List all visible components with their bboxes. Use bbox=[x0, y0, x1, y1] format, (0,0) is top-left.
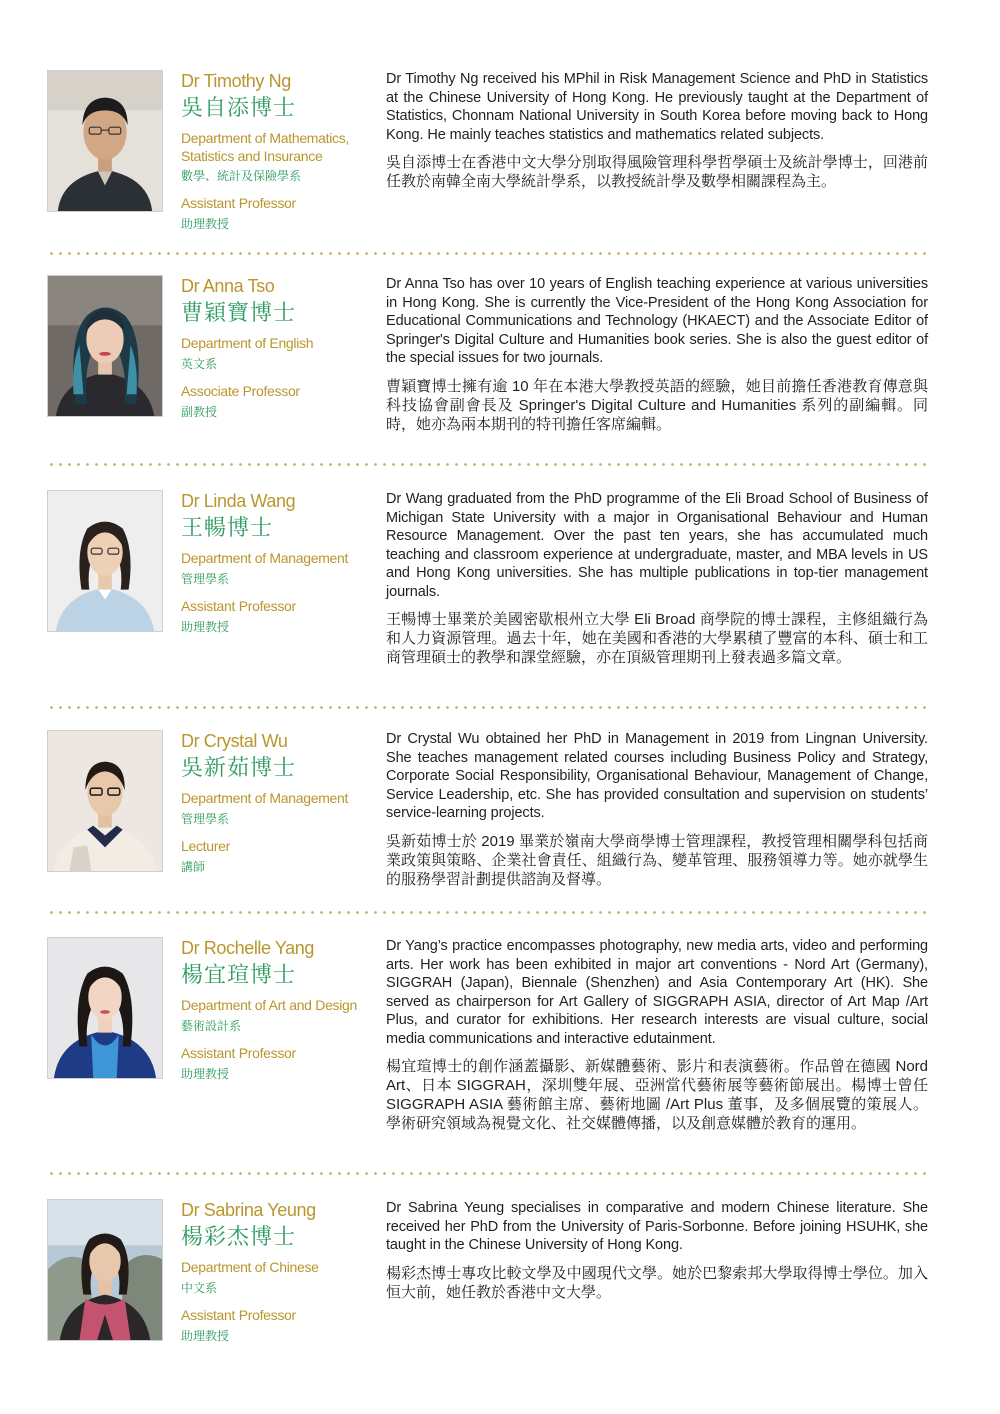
department-english: Department of Mathematics, Statistics and Insurance bbox=[181, 130, 350, 164]
name-english: Dr Timothy Ng bbox=[181, 71, 291, 91]
biography-chinese: 曹穎寶博士擁有逾 10 年在本港大學教授英語的經驗，她目前擔任香港教育傳意與科技協會副會長及 Springer's Digital Culture and Humanities 系列的副編輯。同時，她亦為兩本期刊的特刊擔任客席編輯。 bbox=[386, 377, 928, 433]
department-chinese: 藝術設計系 bbox=[181, 1018, 242, 1033]
department-english: Department of Chinese bbox=[181, 1259, 319, 1275]
biography bbox=[386, 1199, 928, 1302]
portrait-photo bbox=[47, 1199, 163, 1341]
title-chinese: 講師 bbox=[181, 859, 206, 874]
dotted-divider bbox=[47, 252, 930, 255]
department-english: Department of Management bbox=[181, 790, 349, 806]
name-english: Dr Linda Wang bbox=[181, 491, 296, 511]
department-chinese: 管理學系 bbox=[181, 571, 230, 586]
name-english: Dr Anna Tso bbox=[181, 276, 275, 296]
biography-english: Dr Anna Tso has over 10 years of English teaching experience at various universities in Hong Kong. She is currently the Vice-President of the Hong Kong Association for Educational Communications and Technology (HKAECT) and the Associate Editor of Springer's Digital Culture and Humanities book series. She is also the guest editor of the special issues for two journals. bbox=[386, 276, 928, 366]
title-english: Associate Professor bbox=[181, 382, 300, 399]
dotted-divider bbox=[47, 706, 930, 709]
dotted-divider bbox=[47, 911, 930, 914]
title-english: Lecturer bbox=[181, 837, 230, 854]
title-chinese: 副教授 bbox=[181, 404, 218, 419]
title-chinese: 助理教授 bbox=[181, 619, 230, 634]
title-english: Assistant Professor bbox=[181, 1306, 296, 1323]
portrait-photo bbox=[47, 70, 163, 212]
biography bbox=[386, 490, 928, 667]
biography-chinese: 楊彩杰博士專攻比較文學及中國現代文學。她於巴黎索邦大學取得博士學位。加入恒大前，她任教於香港中文大學。 bbox=[386, 1264, 928, 1301]
biography bbox=[386, 275, 928, 434]
biography-chinese: 王暢博士畢業於美國密歇根州立大學 Eli Broad 商學院的博士課程，主修組織行為和人力資源管理。過去十年，她在美國和香港的大學累積了豐富的本科、碩士和工商管理碩士的教學和課堂經驗，亦在頂級管理期刊上發表過多篇文章。 bbox=[386, 611, 928, 666]
title-chinese: 助理教授 bbox=[181, 1066, 230, 1081]
name-chinese: 曹穎寶博士 bbox=[181, 300, 297, 325]
portrait-photo bbox=[47, 275, 163, 417]
profile-meta bbox=[181, 275, 376, 421]
biography-chinese: 楊宜瑄博士的創作涵蓋攝影、新媒體藝術、影片和表演藝術。作品曾在德國 Nord Art、日本 SIGGRAH，深圳雙年展、亞洲當代藝術展等藝術節展出。楊博士曾任 SIGGRAPH ASIA 藝術館主席、藝術地圖 /Art Plus 董事，及多個展覽的策展人。學術研究領域為視覺文化、社交媒體傳播，以及創意媒體於教育的運用。 bbox=[386, 1058, 928, 1132]
name-chinese: 王暢博士 bbox=[181, 515, 274, 540]
name-chinese: 吳自添博士 bbox=[181, 95, 297, 120]
department-chinese: 中文系 bbox=[181, 1280, 218, 1295]
biography bbox=[386, 937, 928, 1133]
portrait-photo bbox=[47, 490, 163, 632]
title-english: Assistant Professor bbox=[181, 1044, 296, 1061]
title-chinese: 助理教授 bbox=[181, 1328, 230, 1343]
dotted-divider bbox=[47, 1172, 930, 1175]
name-english: Dr Crystal Wu bbox=[181, 731, 288, 751]
name-english: Dr Rochelle Yang bbox=[181, 938, 315, 958]
name-chinese: 楊宜瑄博士 bbox=[181, 962, 297, 987]
portrait-photo bbox=[47, 730, 163, 872]
department-english: Department of Art and Design bbox=[181, 997, 358, 1013]
department-chinese: 英文系 bbox=[181, 356, 218, 371]
department-english: Department of Management bbox=[181, 550, 349, 566]
portrait-photo bbox=[47, 937, 163, 1079]
title-english: Assistant Professor bbox=[181, 195, 296, 211]
department-english: Department of English bbox=[181, 335, 314, 351]
biography-chinese: 吳自添博士在香港中文大學分別取得風險管理科學哲學碩士及統計學博士，回港前任教於南韓全南大學統計學系，以教授統計學及數學相關課程為主。 bbox=[386, 154, 928, 190]
profile-meta bbox=[181, 937, 376, 1083]
biography-english: Dr Sabrina Yeung specialises in comparative and modern Chinese literature. She received her PhD from the University of Paris-Sorbonne. Before joining HSUHK, she taught in the Chinese University of Hong Kong. bbox=[386, 1200, 928, 1253]
title-chinese: 助理教授 bbox=[181, 217, 230, 231]
profile-meta bbox=[181, 70, 376, 233]
biography-english: Dr Yang’s practice encompasses photography, new media arts, video and performing arts. Her work has been exhibited in major art conventions - Nord Art (Germany), SIGGRAH (Japan), Biennale (Shenzhen) and Asia Contemporary Art (HK). She served as chairperson for Art Gallery of SIGGRAPH ASIA, director of Art Map /Art Plus, and curator for exhibitions. Her research interests are visual culture, social media communications and interactive edutainment. bbox=[386, 938, 928, 1047]
biography-english: Dr Timothy Ng received his MPhil in Risk Management Science and PhD in Statistics at the Chinese University of Hong Kong. He previously taught at the Department of Statistics, Chonnam National University in South Korea before moving back to Hong Kong. He mainly teaches statistics and mathematics related subjects. bbox=[386, 71, 928, 143]
profile-meta bbox=[181, 1199, 376, 1345]
biography-english: Dr Crystal Wu obtained her PhD in Management in 2019 from Lingnan University. She teaches management related courses including Business Policy and Strategy, Corporate Social Responsibility, Organisational Behaviour, Management of Change, Service Leadership, etc. She has provided consultation and supervision on students’ service-learning projects. bbox=[386, 731, 928, 821]
biography-english: Dr Wang graduated from the PhD programme of the Eli Broad School of Business of Michigan State University with a major in Organisational Behaviour and Human Resource Management. Over the past ten years, she has accumulated much teaching and classroom experience at undergraduate, master, and MBA levels in US and Hong Kong universities. She has multiple publications in top-tier management journals. bbox=[386, 491, 928, 600]
dotted-divider bbox=[47, 463, 930, 466]
title-english: Assistant Professor bbox=[181, 597, 296, 614]
name-english: Dr Sabrina Yeung bbox=[181, 1200, 316, 1220]
biography-chinese: 吳新茹博士於 2019 畢業於嶺南大學商學博士管理課程，教授管理相關學科包括商業政策與策略、企業社會責任、組織行為、變革管理、服務領導力等。她亦就學生的服務學習計劃提供諮詢及督導。 bbox=[386, 832, 928, 888]
biography bbox=[386, 70, 928, 191]
biography bbox=[386, 730, 928, 889]
department-chinese: 數學、統計及保險學系 bbox=[181, 169, 302, 183]
name-chinese: 楊彩杰博士 bbox=[181, 1224, 297, 1249]
name-chinese: 吳新茹博士 bbox=[181, 755, 297, 780]
department-chinese: 管理學系 bbox=[181, 811, 230, 826]
profile-meta bbox=[181, 730, 376, 876]
profile-meta bbox=[181, 490, 376, 636]
